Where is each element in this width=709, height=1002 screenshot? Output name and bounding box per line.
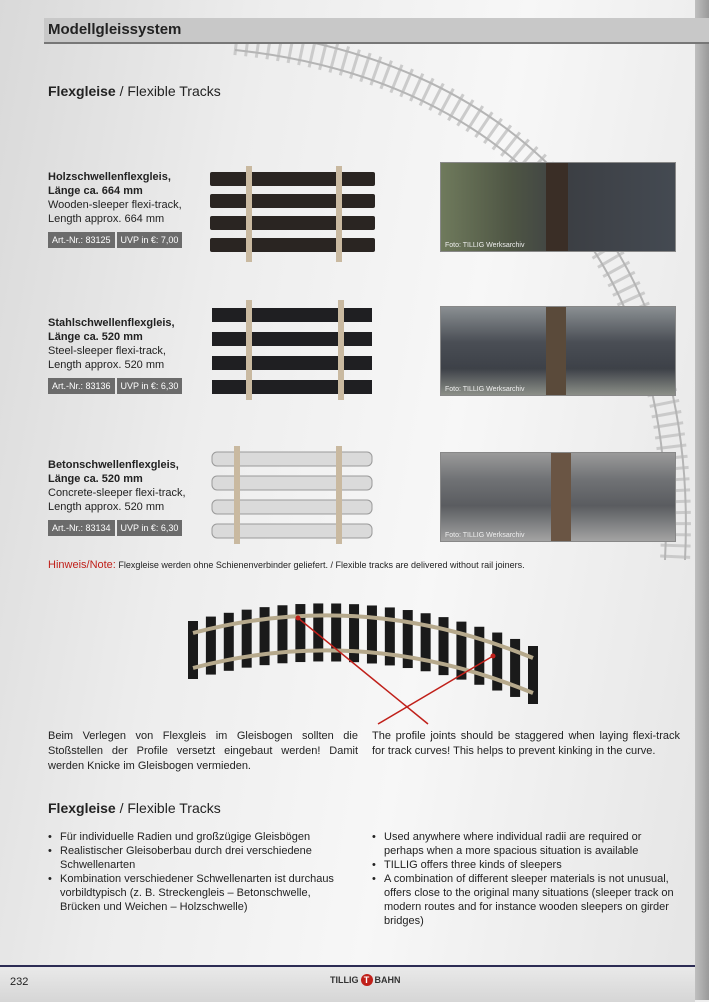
article-number: Art.-Nr.: 83134: [48, 520, 115, 536]
header-bar: [44, 18, 709, 44]
photo-concrete-sleeper: [440, 452, 676, 542]
product-name-en: Concrete-sleeper flexi-track,: [48, 487, 186, 499]
product-length-en: Length approx. 664 mm: [48, 213, 165, 225]
wooden-sleeper-track-image: [208, 164, 378, 264]
sleeper: [295, 604, 305, 662]
curved-flextrack-illustration: [188, 598, 538, 728]
section-title-en: Flexible Tracks: [127, 83, 221, 99]
article-bar: [48, 232, 218, 248]
steel-sleeper-track-image: [208, 298, 378, 402]
section-title-de: Flexgleise: [48, 800, 116, 816]
article-number: Art.-Nr.: 83136: [48, 378, 115, 394]
product-length-de: Länge ca. 520 mm: [48, 473, 143, 485]
product-name-de: Holzschwellenflexgleis,: [48, 171, 171, 183]
product-length-de: Länge ca. 664 mm: [48, 185, 143, 197]
logo-text-right: BAHN: [374, 975, 401, 985]
product-wooden-sleeper: [48, 170, 218, 248]
product-name-de: Betonschwellenflexgleis,: [48, 459, 179, 471]
logo-text-left: TILLIG: [330, 975, 359, 985]
section-heading-bottom: [48, 800, 221, 816]
section-title-en: Flexible Tracks: [127, 800, 221, 816]
photo-caption: Foto: TILLIG Werksarchiv: [445, 386, 525, 393]
logo-mark: T: [361, 974, 373, 986]
note-line: [48, 559, 525, 571]
price-badge: UVP in €: 6,30: [117, 520, 183, 536]
product-concrete-sleeper: [48, 458, 218, 536]
sleeper: [188, 621, 198, 679]
product-length-en: Length approx. 520 mm: [48, 501, 165, 513]
article-bar: [48, 378, 218, 394]
note-label: Hinweis/Note:: [48, 559, 116, 571]
photo-steel-sleeper: [440, 306, 676, 396]
article-number: Art.-Nr.: 83125: [48, 232, 115, 248]
photo-wooden-sleeper: [440, 162, 676, 252]
arrow-line: [378, 656, 493, 724]
section-title-separator: /: [115, 800, 128, 816]
photo-caption: Foto: TILLIG Werksarchiv: [445, 242, 525, 249]
product-length-de: Länge ca. 520 mm: [48, 331, 143, 343]
list-item: • Kombination verschiedener Schwellenarten ist durchaus vorbildtypisch (z. B. Streckengleis – Betonschwelle, Brücken und Weichen – Holzschwelle): [48, 872, 348, 914]
list-item: • Realistischer Gleisoberbau durch drei verschiedene Schwellenarten: [48, 844, 348, 872]
product-steel-sleeper: [48, 316, 218, 394]
tillig-logo: [330, 974, 401, 986]
list-item: • A combination of different sleeper materials is not unusual, offers close to the original many situations (sleeper track on modern routes and for instance wooden sleepers on girder bridges): [372, 872, 682, 928]
article-bar: [48, 520, 218, 536]
price-badge: UVP in €: 7,00: [117, 232, 183, 248]
page-edge-strip: [695, 0, 709, 1000]
product-length-en: Length approx. 520 mm: [48, 359, 165, 371]
concrete-sleeper-track-image: [208, 444, 378, 546]
product-name-en: Wooden-sleeper flexi-track,: [48, 199, 182, 211]
paragraph-de: Beim Verlegen von Flexgleis im Gleisbogen sollten die Stoßstellen der Profile versetzt eingebaut werden! Damit werden Knicke im Gleisbogen vermieden.: [48, 730, 358, 772]
section-title-de: Flexgleise: [48, 83, 116, 99]
section-heading-top: [48, 83, 221, 99]
price-badge: UVP in €: 6,30: [117, 378, 183, 394]
photo-caption: Foto: TILLIG Werksarchiv: [445, 532, 525, 539]
sleeper: [349, 604, 359, 662]
note-text: Flexgleise werden ohne Schienenverbinder geliefert. / Flexible tracks are delivered without rail joiners.: [118, 560, 525, 570]
bullet-list-de: [48, 830, 348, 914]
paragraph-en: The profile joints should be staggered when laying flexi-track for track curves! This helps to prevent kinking in the curve.: [372, 730, 680, 757]
list-item: • Für individuelle Radien und großzügige Gleisbögen: [48, 830, 348, 844]
product-name-en: Steel-sleeper flexi-track,: [48, 345, 166, 357]
bullet-list-en: [372, 830, 682, 928]
page-title: Modellgleissystem: [48, 21, 182, 38]
page-number: 232: [10, 976, 29, 988]
list-item: • Used anywhere where individual radii are required or perhaps when a more spacious situation is available: [372, 830, 682, 858]
section-title-separator: /: [115, 83, 128, 99]
list-item: • TILLIG offers three kinds of sleepers: [372, 858, 682, 872]
product-name-de: Stahlschwellenflexgleis,: [48, 317, 175, 329]
